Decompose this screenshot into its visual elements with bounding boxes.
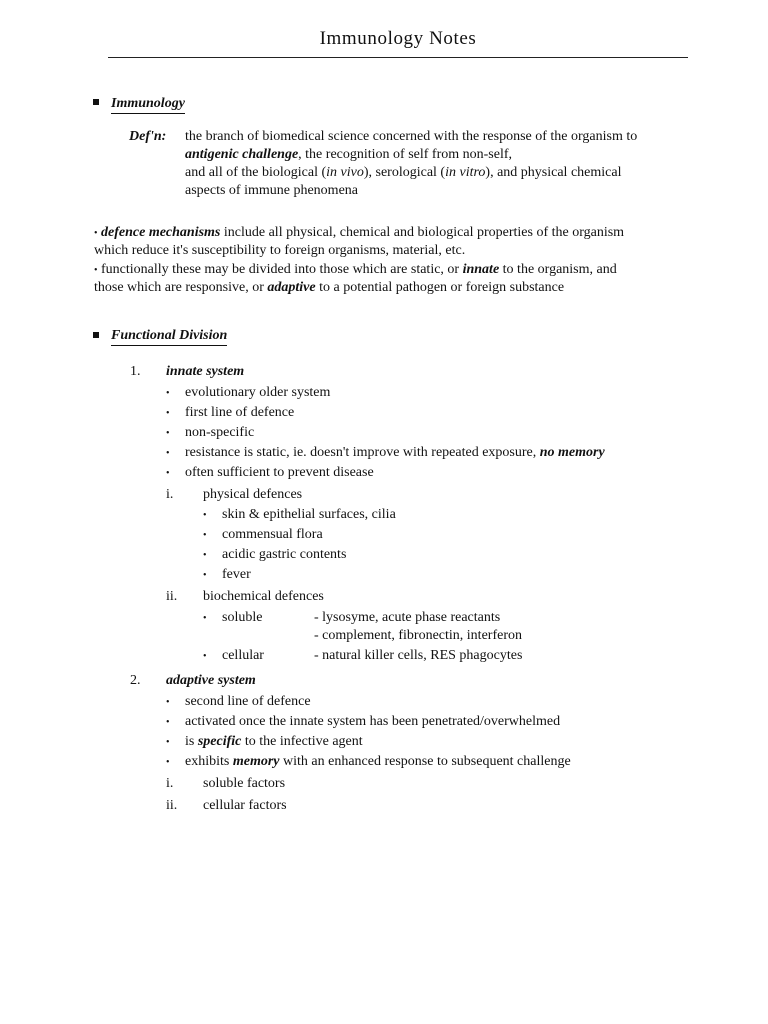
- list-item: activated once the innate system has been penetrated/overwhelmed: [185, 714, 561, 729]
- item-number: 2.: [130, 673, 141, 688]
- definition-label: Def'n:: [129, 129, 167, 144]
- sub-numeral: ii.: [166, 798, 178, 813]
- list-item: evolutionary older system: [185, 385, 331, 400]
- sub-numeral: i.: [166, 776, 174, 791]
- list-item: second line of defence: [185, 694, 311, 709]
- list-bullet: •: [166, 697, 170, 708]
- list-bullet: •: [203, 510, 207, 521]
- section-heading-functional-division: Functional Division: [111, 327, 227, 346]
- list-item: fever: [222, 567, 251, 582]
- list-bullet: •: [166, 428, 170, 439]
- paragraph-line-4: those which are responsive, or adaptive to a potential pathogen or foreign substance: [94, 280, 565, 295]
- definition-line-3: and all of the biological (in vivo), serological (in vitro), and physical chemical: [185, 165, 622, 180]
- list-bullet: •: [166, 468, 170, 479]
- title-rule: [108, 57, 688, 58]
- section-bullet-square: [93, 332, 99, 338]
- section-bullet-square: [93, 99, 99, 105]
- list-item: non-specific: [185, 425, 255, 440]
- paragraph-line-2: which reduce it's susceptibility to foreign organisms, material, etc.: [94, 243, 466, 258]
- list-item: first line of defence: [185, 405, 295, 420]
- item-title-adaptive-system: adaptive system: [166, 673, 256, 688]
- paragraph-bullet: •: [94, 228, 98, 239]
- term-defence-mechanisms: defence mechanisms: [101, 225, 221, 240]
- definition-line-4: aspects of immune phenomena: [185, 183, 359, 198]
- list-item: skin & epithelial surfaces, cilia: [222, 507, 396, 522]
- list-bullet: •: [166, 388, 170, 399]
- list-item-detail: - complement, fibronectin, interferon: [314, 628, 522, 643]
- definition-line-2: antigenic challenge, the recognition of self from non-self,: [185, 147, 512, 162]
- list-bullet: •: [203, 570, 207, 581]
- list-item-detail: - natural killer cells, RES phagocytes: [314, 648, 523, 663]
- list-bullet: •: [166, 408, 170, 419]
- item-number: 1.: [130, 364, 141, 379]
- term-memory: memory: [232, 754, 280, 769]
- item-title-innate-system: innate system: [166, 364, 245, 379]
- list-bullet: •: [166, 757, 170, 768]
- sub-numeral: i.: [166, 487, 174, 502]
- term-innate: innate: [462, 262, 500, 277]
- term-specific: specific: [197, 734, 242, 749]
- sub-label-cellular-factors: cellular factors: [203, 798, 287, 813]
- definition-line-1: the branch of biomedical science concerned with the response of the organism to: [185, 129, 638, 144]
- paragraph-line-1: • defence mechanisms include all physical, chemical and biological properties of the organism: [94, 225, 625, 240]
- list-item: resistance is static, ie. doesn't improve with repeated exposure, no memory: [185, 445, 605, 460]
- sub-label-biochemical-defences: biochemical defences: [203, 589, 324, 604]
- paragraph-bullet: •: [94, 265, 98, 276]
- list-bullet: •: [203, 613, 207, 624]
- list-item: is specific to the infective agent: [185, 734, 363, 749]
- list-item: commensual flora: [222, 527, 323, 542]
- term-no-memory: no memory: [539, 445, 605, 460]
- list-item: exhibits memory with an enhanced response to subsequent challenge: [185, 754, 571, 769]
- list-bullet: •: [166, 737, 170, 748]
- list-bullet: •: [203, 530, 207, 541]
- list-bullet: •: [203, 550, 207, 561]
- list-bullet: •: [166, 717, 170, 728]
- paragraph-line-3: • functionally these may be divided into those which are static, or innate to the organism, and: [94, 262, 617, 277]
- list-item-detail: - lysosyme, acute phase reactants: [314, 610, 501, 625]
- list-bullet: •: [203, 651, 207, 662]
- list-item-label-cellular: cellular: [222, 648, 264, 663]
- sub-label-physical-defences: physical defences: [203, 487, 303, 502]
- list-item: often sufficient to prevent disease: [185, 465, 374, 480]
- sub-numeral: ii.: [166, 589, 178, 604]
- list-bullet: •: [166, 448, 170, 459]
- list-item: acidic gastric contents: [222, 547, 347, 562]
- term-antigenic-challenge: antigenic challenge: [185, 147, 299, 162]
- sub-label-soluble-factors: soluble factors: [203, 776, 286, 791]
- list-item-label-soluble: soluble: [222, 610, 263, 625]
- term-adaptive: adaptive: [267, 280, 316, 295]
- section-heading-immunology: Immunology: [111, 95, 185, 114]
- page-title: Immunology Notes: [319, 28, 477, 49]
